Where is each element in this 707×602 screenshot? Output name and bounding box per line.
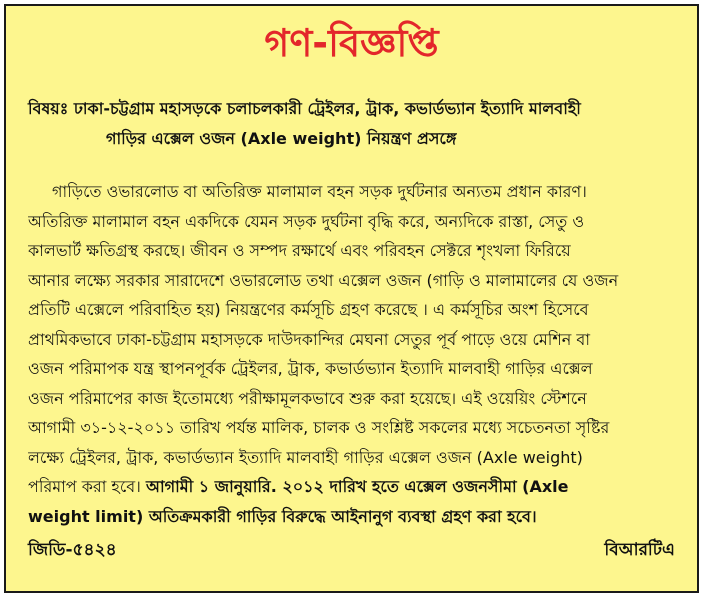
public-notice xyxy=(4,4,699,593)
body-line: আগামী ৩১-১২-২০১১ তারিখ পর্যন্ত মালিক, চালক ও সংশ্লিষ্ট সকলের মধ্যে সচেতনতা সৃষ্টির xyxy=(28,418,610,437)
body-line: ওজন পরিমাপের কাজ ইতোমধ্যে পরীক্ষামূলকভাবে শুরু করা হয়েছে। এই ওয়েয়িং স্টেশনে xyxy=(28,388,587,408)
subject-line-1: বিষয়ঃ ঢাকা-চট্টগ্রাম মহাসড়কে চলাচলকারী ট্রেইলর, ট্রাক, কভার্ডভ্যান ইত্যাদি মালবাহী xyxy=(28,99,581,118)
notice-subject xyxy=(28,94,683,154)
body-line-text: পরিমাপ করা হবে। xyxy=(28,477,146,496)
enforcement-emphasis: weight limit) অতিক্রমকারী গাড়ির বিরুদ্ধে আইনানুগ ব্যবস্থা গ্রহণ করা হবে। xyxy=(28,506,537,526)
body-line: আনার লক্ষ্যে সরকার সারাদেশে ওভারলোড তথা এক্সেল ওজন (গাড়ি ও মালামালের যে ওজন xyxy=(28,270,619,290)
body-line: লক্ষ্যে ট্রেইলর, ট্রাক, কভার্ডভ্যান ইত্যাদি মালবাহী গাড়ির এক্সেল ওজন (Axle weight) xyxy=(28,447,583,467)
notice-body xyxy=(28,177,683,531)
body-line: কালভার্ট ক্ষতিগ্রস্থ করছে। জীবন ও সম্পদ রক্ষার্থে এবং পরিবহন সেক্টরে শৃংখলা ফিরিয়ে xyxy=(28,241,571,260)
notice-title: গণ-বিজ্ঞপ্তি xyxy=(264,21,439,65)
body-line-enforcement xyxy=(28,502,683,532)
issuer-name: বিআরটিএ xyxy=(604,540,675,560)
body-line: প্রাথমিকভাবে ঢাকা-চট্টগ্রাম মহাসড়কে দাউদকান্দির মেঘনা সেতুর পূর্ব পাড়ে ওয়ে মেশিন বা xyxy=(28,329,590,349)
body-line: গাড়িতে ওভারলোড বা অতিরিক্ত মালামাল বহন সড়ক দুর্ঘটনার অন্যতম প্রধান কারণ। xyxy=(52,182,587,201)
body-line: অতিরিক্ত মালামাল বহন একদিকে যেমন সড়ক দুর্ঘটনা বৃদ্ধি করে, অন্যদিকে রাস্তা, সেতু ও xyxy=(28,211,585,231)
subject-line-2: গাড়ির এক্সেল ওজন (Axle weight) নিয়ন্ত্রণ প্রসঙ্গে xyxy=(106,129,457,148)
body-line-effective-date xyxy=(28,472,683,502)
gd-reference-number: জিডি-৫৪২৪ xyxy=(28,540,117,560)
body-line: প্রতিটি এক্সেলে পরিবাহিত হয়) নিয়ন্ত্রণের কর্মসূচি গ্রহণ করেছে । এ কর্মসূচির অংশ হিসেবে xyxy=(28,300,589,319)
effective-date-emphasis: আগামী ১ জানুয়ারি. ২০১২ দারিখ হতে এক্সেল ওজনসীমা (Axle xyxy=(145,477,569,496)
body-line: ওজন পরিমাপক যন্ত্র স্থাপনপূর্বক ট্রেইলর, ট্রাক, কভার্ডভ্যান ইত্যাদি মালবাহী গাড়ির এক্সেল xyxy=(28,359,593,378)
